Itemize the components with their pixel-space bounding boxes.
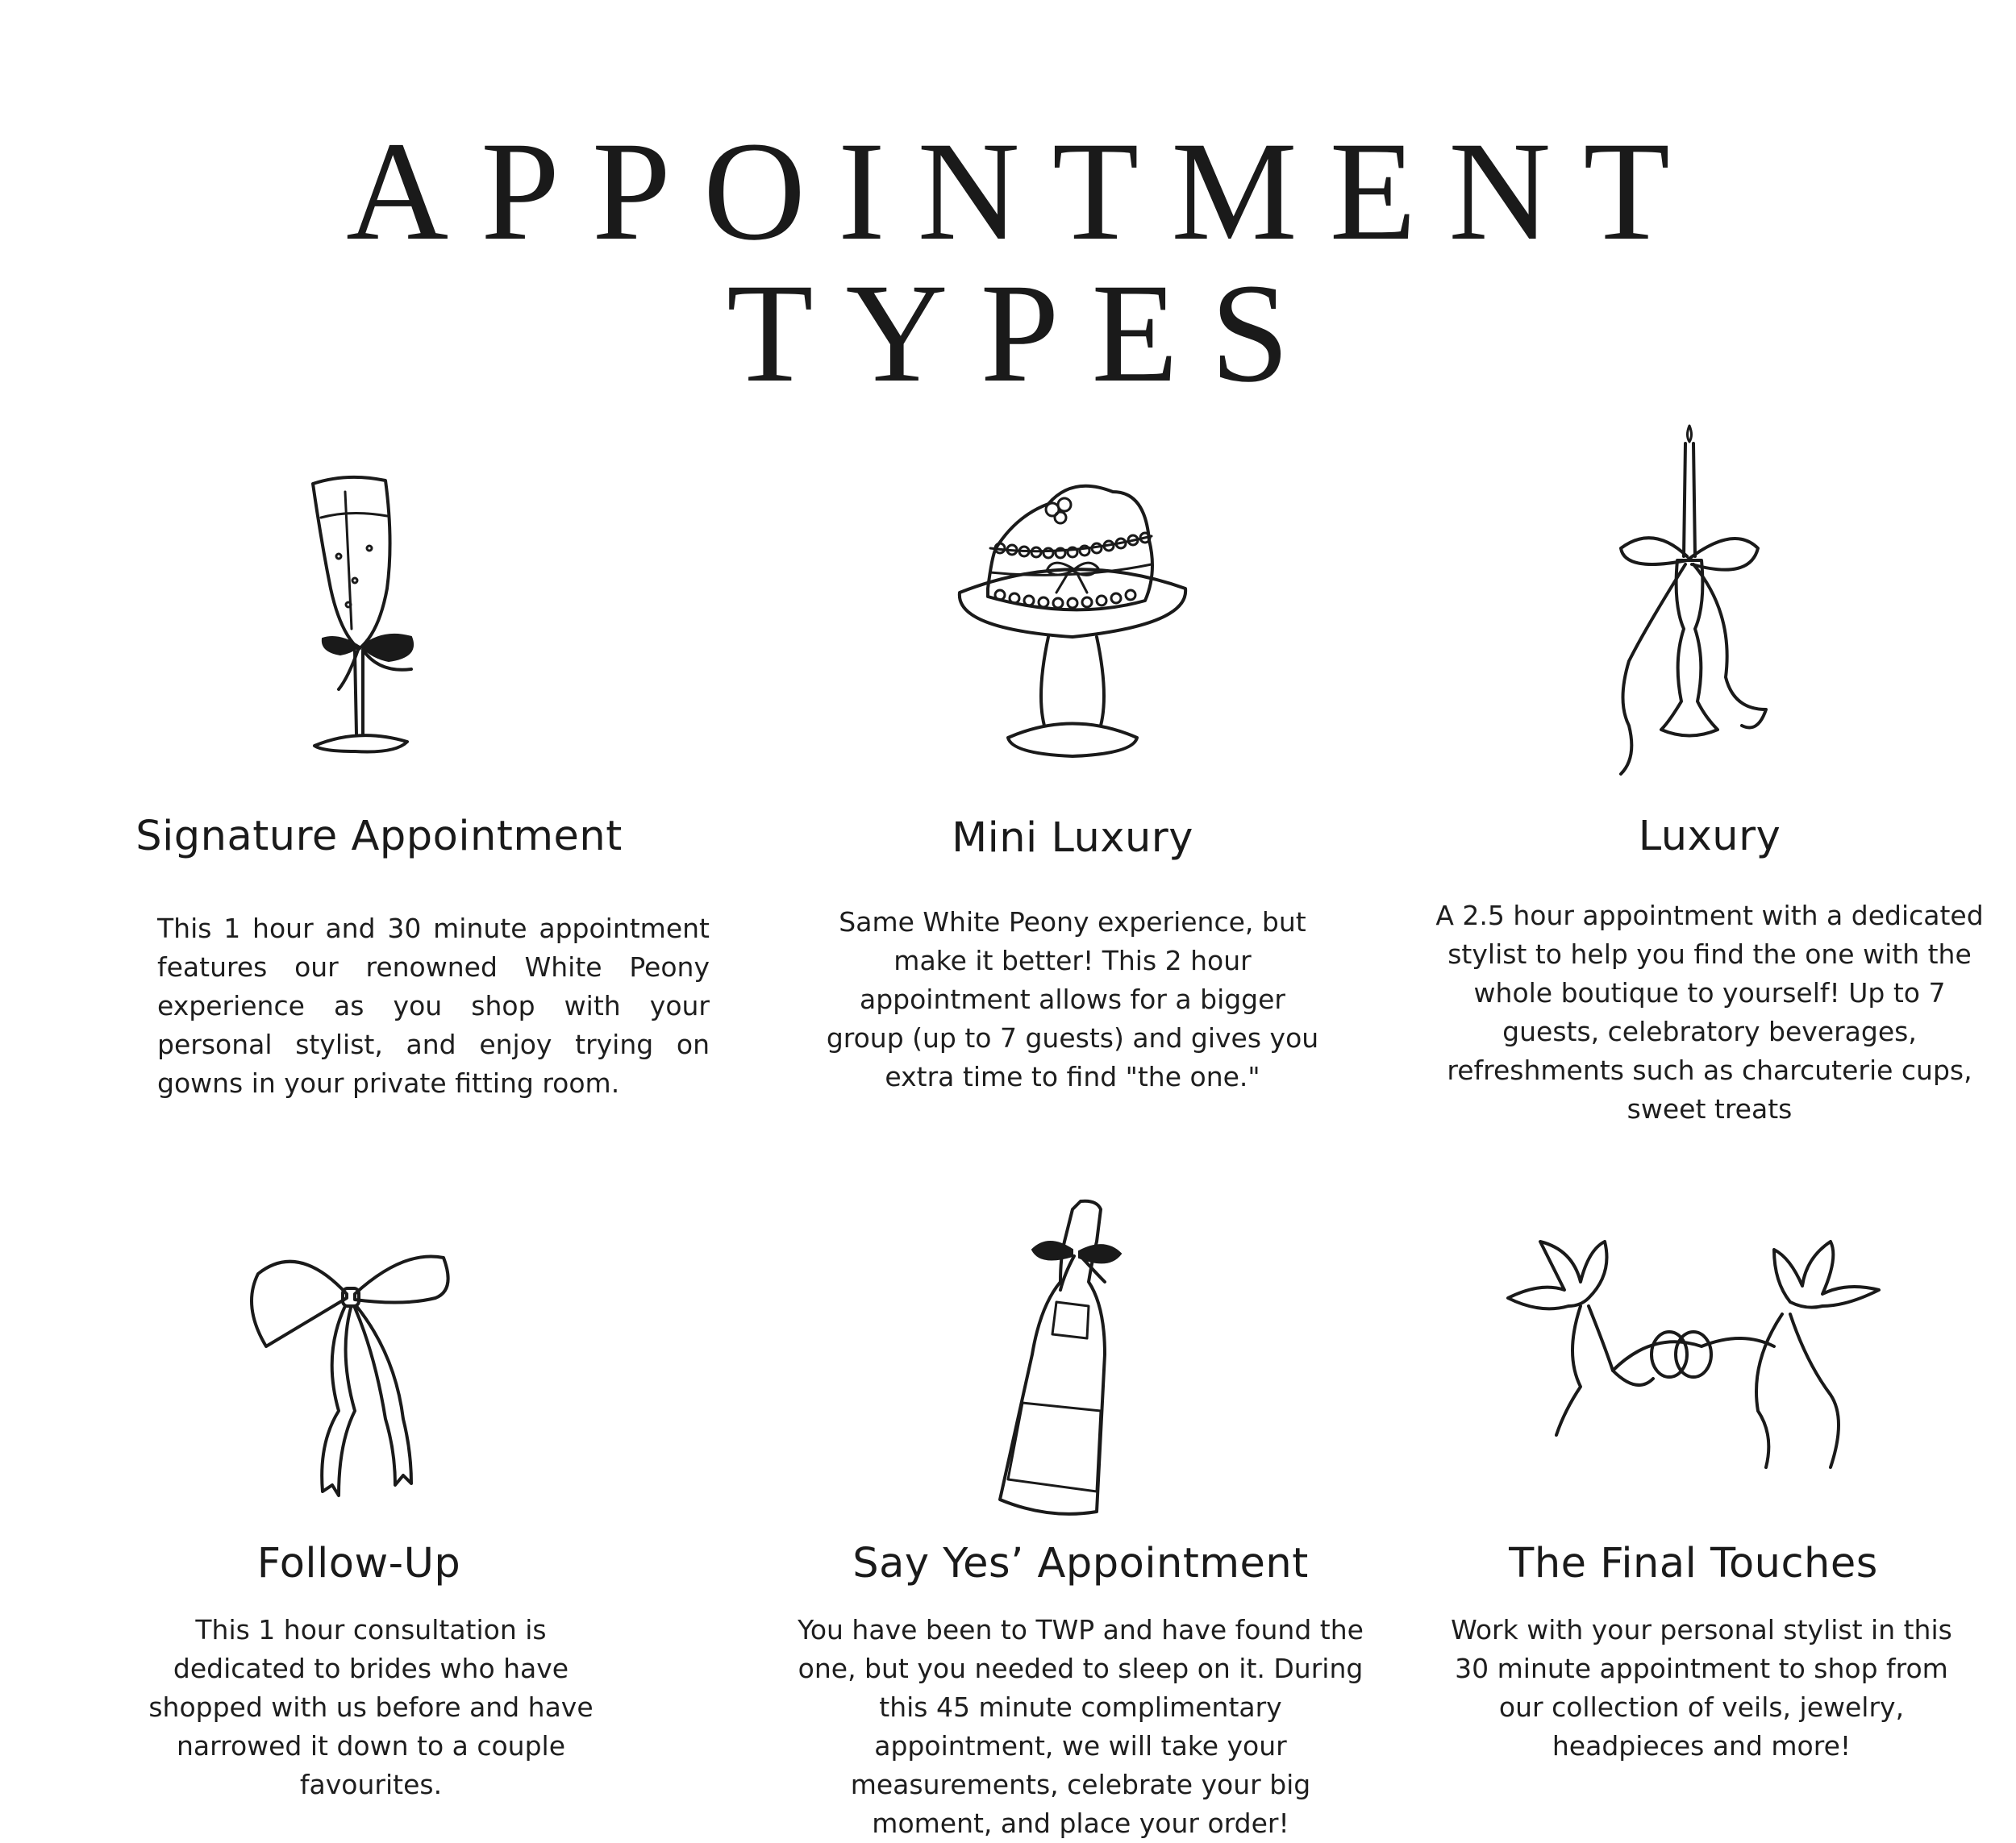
page-title: APPOINTMENT TYPES xyxy=(346,113,1702,412)
appointment-card-signature xyxy=(135,468,734,1113)
champagne-bottle-icon xyxy=(984,1193,1145,1516)
appointment-card-final-touches xyxy=(1427,1225,1992,1806)
doves-ribbon-icon xyxy=(1492,1225,1895,1483)
appointment-title: Follow-Up xyxy=(256,1540,461,1587)
appointment-title: The Final Touches xyxy=(1509,1540,1878,1587)
appointment-description: This 1 hour consultation is dedicated to brides who have shopped with us before and have narrowed it down to a couple favourites. xyxy=(148,1614,594,1800)
champagne-glass-icon xyxy=(298,468,460,758)
appointment-description: You have been to TWP and have found the one, but you needed to sleep on it. During this 45 minute complimentary appointment, we will take your measurements, celebrate your big moment, and place your order! xyxy=(798,1614,1364,1839)
appointment-description: Work with your personal stylist in this 30 minute appointment to shop from our collection of veils, jewelry, headpieces and more! xyxy=(1451,1614,1952,1762)
appointment-card-luxury xyxy=(1427,419,1992,1125)
appointment-title: Mini Luxury xyxy=(952,814,1193,862)
cake-stand-icon xyxy=(952,468,1193,758)
appointment-card-follow-up xyxy=(145,1234,710,1798)
appointment-title: Say Yes’ Appointment xyxy=(852,1540,1309,1587)
appointment-description: A 2.5 hour appointment with a dedicated stylist to help you find the one with the whole boutique to yourself! Up to 7 guests, celebratory beverages, refreshments such as charcuterie cups, sweet treats xyxy=(1435,900,1984,1125)
candlestick-bow-icon xyxy=(1597,419,1790,790)
appointment-title: Signature Appointment xyxy=(135,813,623,860)
appointment-title: Luxury xyxy=(1638,813,1781,860)
ribbon-bow-icon xyxy=(242,1234,460,1500)
appointment-description: Same White Peony experience, but make it better! This 2 hour appointment allows for a bigger group (up to 7 guests) and gives you extra time to find "the one." xyxy=(826,906,1319,1092)
appointment-card-mini-luxury xyxy=(790,468,1355,1113)
appointment-card-say-yes xyxy=(790,1193,1371,1839)
appointment-description: This 1 hour and 30 minute appointment features our renowned White Peony experience as you shop with your personal stylist, and enjoy trying on gowns in your private fitting room. xyxy=(157,913,710,1099)
